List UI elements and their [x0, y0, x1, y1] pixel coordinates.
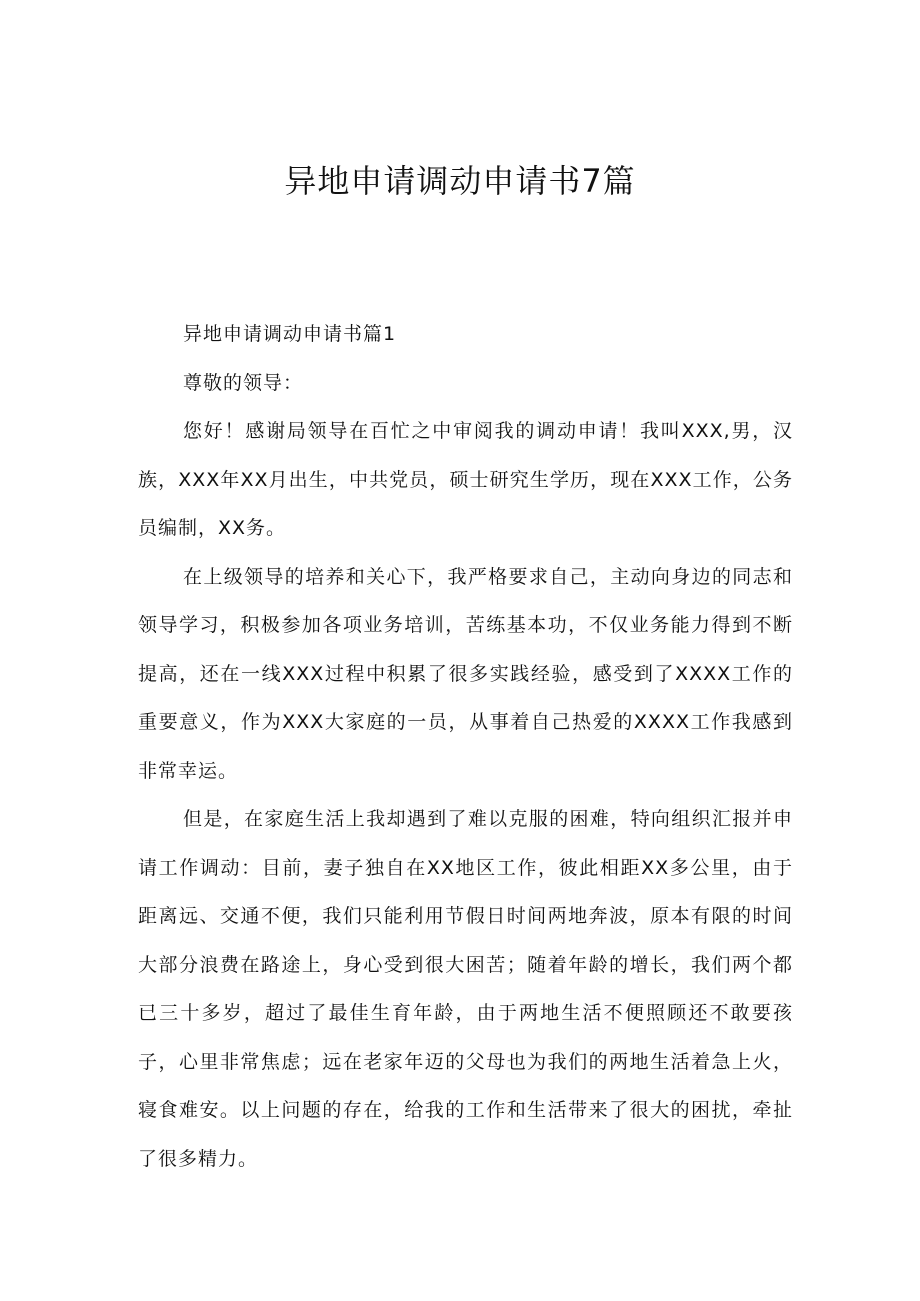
paragraph-work-experience: 在上级领导的培养和关心下，我严格要求自己，主动向身边的同志和领导学习，积极参加各项业务培训，苦练基本功，不仅业务能力得到不断提高，还在一线XXX过程中积累了很多实践经验，感受到了XXXX工作的重要意义，作为XXX大家庭的一员，从事着自己热爱的XXXX工作我感到非常幸运。	[138, 565, 793, 782]
paragraph-family-difficulty: 但是，在家庭生活上我却遇到了难以克服的困难，特向组织汇报并申请工作调动：目前，妻子独自在XX地区工作，彼此相距XX多公里，由于距离远、交通不便，我们只能利用节假日时间两地奔波，原本有限的时间大部分浪费在路途上，身心受到很大困苦；随着年龄的增长，我们两个都已三十多岁，超过了最佳生育年龄，由于两地生活不便照顾还不敢要孩子，心里非常焦虑；远在老家年迈的父母也为我们的两地生活着急上火，寝食难安。以上问题的存在，给我的工作和生活带来了很大的困扰，牵扯了很多精力。	[138, 808, 793, 1170]
document-title: 异地申请调动申请书7篇	[284, 162, 636, 200]
paragraph-introduction: 您好！感谢局领导在百忙之中审阅我的调动申请！我叫XXX,男，汉族，XXX年XX月出生，中共党员，硕士研究生学历，现在XXX工作，公务员编制，XX务。	[138, 420, 793, 539]
section-heading: 异地申请调动申请书篇1	[183, 323, 397, 345]
document-body	[138, 310, 793, 1183]
salutation: 尊敬的领导：	[183, 371, 304, 394]
